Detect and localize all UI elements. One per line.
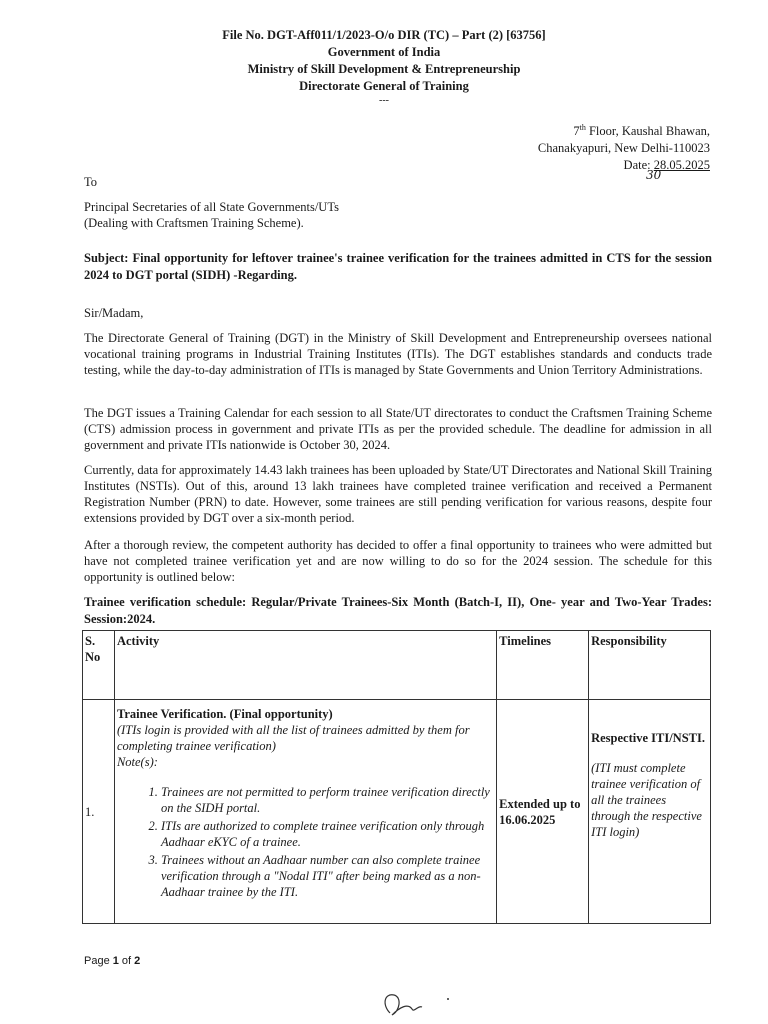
letter-date: Date: 28.05.2025 — [623, 158, 710, 173]
cell-sno: 1. — [83, 700, 115, 924]
activity-title: Trainee Verification. (Final opportunity) — [116, 707, 333, 721]
cell-timeline — [497, 700, 589, 924]
paragraph-1: The Directorate General of Training (DGT) in the Ministry of Skill Development and Entrepreneurship oversees national vocational training programs in Industrial Training Institutes (ITIs). The DGT establishes standards and conducts trade testing, while the day-to-day administration of ITIs is managed by State Governments and Union Territory Administrations. — [84, 331, 712, 377]
schedule-title: Trainee verification schedule: Regular/Private Trainees-Six Month (Batch-I, II), One- year and Two-Year Trades: Session:2024. — [84, 595, 712, 626]
list-item: 1. Trainees are not permitted to perform trainee verification directly on the SIDH portal. — [161, 784, 494, 816]
schedule-table — [82, 630, 711, 924]
sender-address — [538, 119, 710, 174]
recipient — [84, 199, 712, 231]
recipient-line-1: Principal Secretaries of all State Governments/UTs — [84, 200, 339, 214]
list-item: 2. ITIs are authorized to complete trainee verification only through Aadhaar eKYC of a trainee. — [161, 818, 494, 850]
responsibility-note: (ITI must complete trainee verification of all the trainees through the respective ITI login) — [591, 761, 702, 839]
address-line-2: Chanakyapuri, New Delhi-110023 — [537, 141, 710, 156]
header-activity: Activity — [114, 631, 496, 700]
paragraph-3: Currently, data for approximately 14.43 lakh trainees has been uploaded by State/UT Directorates and National Skill Training Institutes (NSTIs). Out of this, around 13 lakh trainees have completed trainee verification and received a Permanent Registration Number (PRN) to date. However, some trainees are still pending verification for various reasons, despite four extensions provided by DGT over a six-month period. — [84, 463, 712, 525]
paragraph-4: After a thorough review, the competent authority has decided to offer a final opportunity to trainees who were admitted but have not completed trainee verification yet and are now willing to do so for the 2024 session. The schedule for this opportunity is outlined below: — [84, 538, 712, 584]
salutation: Sir/Madam, — [84, 306, 144, 320]
header-timelines: Timelines — [497, 631, 589, 700]
directorate-title: Directorate General of Training — [299, 79, 469, 93]
notes-list — [117, 784, 494, 900]
recipient-line-2: (Dealing with Craftsmen Training Scheme). — [84, 216, 304, 230]
activity-description: (ITIs login is provided with all the list of trainees admitted by them for completing trainee verification) — [116, 723, 470, 753]
government-title: Government of India — [327, 45, 441, 59]
table-row — [83, 700, 711, 924]
page-number: Page 1 of 2 — [84, 955, 141, 967]
paragraph-2: The DGT issues a Training Calendar for each session to all State/UT directorates to conduct the Craftsmen Training Scheme (CTS) admission process in government and private ITIs as per the provided schedule. The deadline for admission in all government and private ITIs nationwide is October 30, 2024. — [84, 406, 712, 452]
list-item: 3. Trainees without an Aadhaar number can also complete trainee verification through a "Nodal ITI" after being marked as a non-Aadhaar trainee by the ITI. — [161, 852, 494, 900]
timeline-value: Extended up to 16.06.2025 — [499, 796, 581, 827]
header-sno: S. No — [83, 631, 115, 700]
ministry-title: Ministry of Skill Development & Entrepreneurship — [247, 62, 521, 76]
signature-mark — [378, 985, 468, 1021]
header-separator: --- — [379, 95, 389, 106]
cell-activity — [114, 700, 496, 924]
handwritten-date-correction: 30 — [646, 168, 662, 182]
document-header — [0, 27, 768, 107]
to-label: To — [84, 175, 98, 189]
table-header-row — [83, 631, 711, 700]
file-number: File No. DGT-Aff011/1/2023-O/o DIR (TC) – Part (2) [63756] — [222, 28, 546, 42]
header-responsibility: Responsibility — [589, 631, 711, 700]
notes-label: Note(s): — [116, 755, 158, 769]
address-line-1: 7th Floor, Kaushal Bhawan, — [573, 123, 710, 139]
subject-line: Subject: Final opportunity for leftover trainee's trainee verification for the trainees admitted in CTS for the session 2024 to DGT portal (SIDH) -Regarding. — [84, 251, 712, 282]
cell-responsibility — [589, 700, 711, 924]
responsibility-title: Respective ITI/NSTI. — [591, 731, 705, 745]
